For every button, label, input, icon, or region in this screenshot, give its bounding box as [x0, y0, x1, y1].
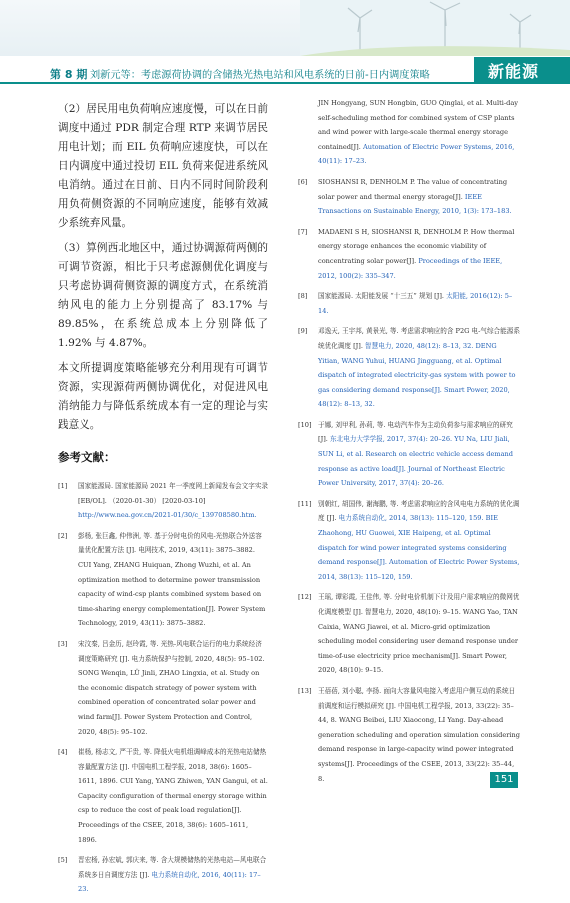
reference-item — [298, 175, 520, 219]
conclusion-paragraph-3: （3）算例西北地区中，通过协调源荷两侧的可调节资源，相比于只考虑源侧优化调度与只考虑协调荷侧资源的调度方式，在系统消纳风电的能力上分别提高了 83.17% 与 89.85%，在系统总成本上分别降低了 1.92% 与 4.87%。 — [58, 242, 268, 349]
conclusion-paragraph-final: 本文所提调度策略能够充分利用现有可调节资源，实现源荷两侧协调优化，对促进风电消纳能力与降低系统成本有一定的理论与实践意义。 — [58, 362, 268, 431]
reference-item — [298, 96, 520, 169]
reference-text: MADAENI S H, SIOSHANSI R, DENHOLM P. How thermal energy storage enhances the economic viability of concentrating solar power[J]. — [318, 227, 515, 265]
reference-link[interactable]: 电力系统自动化, 2016, 40(11): 17–23. — [78, 870, 261, 894]
reference-item — [298, 497, 520, 585]
reference-number: [7] — [298, 227, 308, 236]
reference-text: 邓逸天, 王宇邦, 黄景光, 等. 考虑需求响应的含 P2G 电-气综合能源系统优化调度 [J]. — [318, 327, 520, 350]
reference-text: 国家能源局. 国家能源局 2021 年一季度网上新闻发布会文字实录 [EB/OL]. （2020-01-30） [2020-03-10] — [78, 482, 269, 505]
reference-number: [3] — [58, 639, 68, 648]
reference-number: [10] — [298, 420, 312, 429]
reference-text: 别朝红, 胡国伟, 谢海鹏, 等. 考虑需求响应的含风电电力系统的优化调度 [J]. — [318, 499, 520, 523]
reference-number: [4] — [58, 748, 68, 757]
reference-text: SIOSHANSI R, DENHOLM P. The value of concentrating solar power and thermal energy storage[J]. — [318, 177, 508, 201]
reference-number: [11] — [298, 499, 312, 508]
reference-text: 彭杨, 张巨鑫, 仲伟洲, 等. 基于分时电价的风电-光热联合外送容量优化配置方法 [J]. 电网技术, 2019, 43(11): 3875–3882. CUI Yang, ZHANG Huiquan, Zhong Wuzhi, et al. An optimization method to determine power transmission capacity of wind-csp plants combined system based on time-sharing energy complementation[J]. Power System Technology, 2019, 43(11): 3875–3882. — [78, 531, 266, 628]
reference-link[interactable]: Automation of Electric Power Systems, 2016, 40(11): 17–23. — [318, 142, 515, 166]
references-heading: 参考文献： — [58, 450, 116, 464]
issue-label: 第 8 期 — [50, 68, 88, 81]
reference-number: [1] — [58, 482, 68, 490]
reference-item — [58, 529, 268, 631]
page-header — [0, 0, 570, 84]
reference-item — [58, 479, 268, 523]
reference-item — [298, 225, 520, 283]
page-number: 151 — [490, 772, 518, 788]
wind-turbine-illustration — [0, 0, 570, 60]
reference-item — [298, 684, 520, 786]
reference-item — [58, 853, 268, 897]
reference-text: 王蓓蓓, 刘小聪, 李扬. 面向大容量风电接入考虑用户侧互动的系统日前调度和运行模拟研究 [J]. 中国电机工程学报, 2013, 33(22): 35–44, 8. WANG Beibei, LIU Xiaocong, LI Yang. Day-ahead generation scheduling and operation simulation considering demand response in large-capacity wind power integrated systems[J]. Proceedings of the CSEE, 2013, 33(22): 35–44, 8. — [318, 686, 520, 783]
reference-text: 于娜, 刘甲利, 孙莉, 等. 电动汽车作为主动负荷参与需求响应的研究 [J]. — [318, 420, 513, 444]
reference-item — [298, 418, 520, 491]
right-column — [298, 96, 520, 792]
reference-text: 宋汶秦, 吕金历, 赵玲霞, 等. 光热-风电联合运行的电力系统经济调度策略研究 [J]. 电力系统保护与控制, 2020, 48(5): 95–102. SONG Wenqin, LÜ Jinli, ZHAO Lingxia, et al. Study on the economic dispatch strategy of power system with combined operation of concentrated solar power and wind farm[J]. Power System Protection and Control, 2020, 48(5): 95–102. — [78, 639, 265, 736]
reference-link[interactable]: 东北电力大学学报, 2017, 37(4): 20–26. YU Na, LIU Jiali, SUN Li, et al. Research on electric vehicle access demand response as active load[J]. Journal of Northeast Electric Power University, 2017, 37(4): 20–26. — [318, 435, 514, 488]
reference-link[interactable]: 太阳能, 2016(12): 5–14. — [318, 292, 513, 315]
reference-link[interactable]: Proceedings of the IEEE, 2012, 100(2): 335–347. — [318, 256, 503, 280]
reference-text: 崔杨, 杨志文, 严干贵, 等. 降低火电机组调峰成本的光热电站储热容量配置方法 [J]. 中国电机工程学报, 2018, 38(6): 1605–1611, 1896. CUI Yang, YANG Zhiwen, YAN Gangui, et al. Capacity configuration of thermal energy storage within csp to reduce the cost of peak load regulation[J]. Proceedings of the CSEE, 2018, 38(6): 1605–1611, 1896. — [78, 748, 268, 844]
reference-text: JIN Hongyang, SUN Hongbin, GUO Qinglai, et al. Multi-day self-scheduling method for combined system of CSP plants and wind power with large-scale thermal energy storage contained[J]. — [318, 99, 519, 151]
reference-item — [298, 289, 520, 318]
reference-item — [298, 324, 520, 412]
reference-text: 王瑶, 谭彩霞, 王佳伟, 等. 分时电价机制下计及用户需求响应的微网优化调度模型 [J]. 智慧电力, 2020, 48(10): 9–15. WANG Yao, TAN Caixia, WANG Jiawei, et al. Micro-grid optimization scheduling model considering user demand response under time-of-use electricity price mechanism[J]. Smart Power, 2020, 48(10): 9–15. — [318, 593, 520, 675]
reference-link[interactable]: 电力系统自动化, 2014, 38(13): 115–120, 159. BIE Zhaohong, HU Guowei, XIE Haipeng, et al. Optimal dispatch for wind power integrated systems considering demand response[J]. Automation of Electric Power Systems, 2014, 38(13): 115–120, 159. — [318, 514, 520, 581]
reference-number: [8] — [298, 292, 308, 301]
reference-link[interactable]: 智慧电力, 2020, 48(12): 8–13, 32. DENG Yitian, WANG Yuhui, HUANG Jingguang, et al. Optimal dispatch of integrated electricity-gas system with power to gas considering demand response[J]. Smart Power, 2020, 48(12): 8–13, 32. — [318, 341, 516, 409]
reference-number: [13] — [298, 686, 312, 695]
reference-text: 国家能源局. 太阳能发展 “十三五” 规划 [J]. — [318, 292, 447, 301]
header-rule — [0, 82, 570, 84]
reference-number: [9] — [298, 327, 308, 336]
reference-number: [6] — [298, 177, 308, 186]
reference-item — [58, 745, 268, 847]
reference-link[interactable]: http://www.nea.gov.cn/2021-01/30/c_139708580.htm. — [78, 511, 257, 520]
reference-item — [58, 637, 268, 739]
reference-number: [2] — [58, 531, 68, 540]
journal-logo: 新能源 — [488, 62, 540, 81]
running-title: 刘新元等：考虑源荷协调的含储热光热电站和风电系统的日前-日内调度策略 — [90, 70, 430, 81]
left-column — [58, 100, 268, 903]
reference-number: [5] — [58, 856, 68, 865]
reference-item — [298, 590, 520, 678]
reference-text: 晋宏杨, 孙宏斌, 郭庆来, 等. 含大规模储热的光热电站—风电联合系统多日自调度方法 [J]. — [78, 856, 267, 879]
conclusion-paragraph-2: （2）居民用电负荷响应速度慢，可以在日前调度中通过 PDR 制定合理 RTP 来调节居民用电计划；而 EIL 负荷响应速度快，可以在日内调度中通过投切 EIL 负荷来促进系统风电消纳。通过在日前、日内不同时间阶段利用负荷侧资源的不同响应速度，能够有效减少系统弃风量。 — [58, 103, 268, 229]
reference-number: [12] — [298, 593, 312, 602]
reference-link[interactable]: IEEE Transactions on Sustainable Energy, 2010, 1(3): 173–183. — [318, 192, 512, 216]
